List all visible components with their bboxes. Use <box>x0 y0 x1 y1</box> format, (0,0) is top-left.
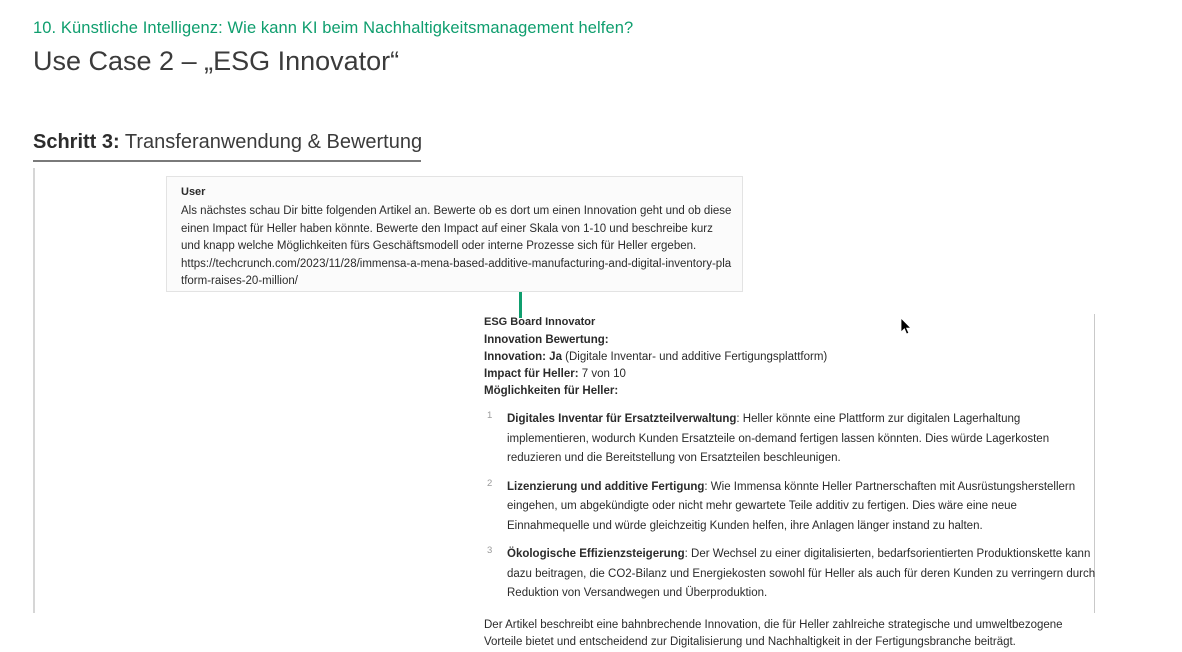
list-item-title: Ökologische Effizienzsteigerung <box>507 548 685 560</box>
list-item-number: 3 <box>487 545 493 556</box>
assistant-heading-text: Innovation Bewertung: <box>484 334 609 346</box>
assistant-field-impact <box>484 366 1084 383</box>
step-label: Schritt 3: <box>33 131 120 153</box>
assistant-heading <box>484 332 1084 349</box>
timeline-connector-accent <box>519 292 522 318</box>
step-underline <box>33 160 421 162</box>
timeline-connector-left <box>33 168 35 613</box>
assistant-closing-text: Der Artikel beschreibt eine bahnbrechende Innovation, die für Heller zahlreiche strategische und umweltbezogene Vorteile bietet und entscheidend zur Digitalisierung und Nachhaltigkeit in der Fertigungsbranche beiträgt. <box>484 618 1063 648</box>
list-item-body: : Wie Immensa könnte Heller Partnerschaften mit Ausrüstungsherstellern eingehen, um abgekündigte oder nicht mehr gewartete Teile additiv zu fertigen. Dies wäre eine neue Einnahmequelle und würde gleichzeitig Kunden helfen, ihre Anlagen länger instand zu halten. <box>507 480 1076 532</box>
list-item <box>484 477 1096 536</box>
user-message-text: Als nächstes schau Dir bitte folgenden Artikel an. Bewerte ob es dort um einen Innovation geht und ob diese einen Impact für Heller haben könnte. Bewerte den Impact auf einer Skala von 1-10 und beschreibe kurz und knapp welche Möglichkeiten fürs Geschäftsmodell oder interne Prozesse sich für Heller ergeben. <box>181 205 732 252</box>
assistant-answer <box>484 316 1096 652</box>
list-item <box>484 544 1096 603</box>
assistant-field-innovation-detail: (Digitale Inventar- und additive Fertigungsplattform) <box>561 351 828 363</box>
step-heading <box>33 131 422 154</box>
assistant-field-innovation-label: Innovation: <box>484 351 546 363</box>
list-item-text <box>507 413 1049 464</box>
assistant-list-heading <box>484 383 1084 400</box>
list-item <box>484 409 1096 468</box>
list-item-number: 2 <box>487 477 493 489</box>
step-text: Transferanwendung & Bewertung <box>119 131 423 153</box>
page-title: Use Case 2 – „ESG Innovator“ <box>33 46 400 76</box>
user-message-link[interactable]: https://techcrunch.com/2023/11/28/immensa-a-mena-based-additive-manufacturing-and-digital-inventory-platform-raises-20-million/ <box>181 257 732 287</box>
user-message-body <box>181 203 733 291</box>
slide-eyebrow: 10. Künstliche Intelligenz: Wie kann KI beim Nachhaltigkeitsmanagement helfen? <box>33 19 634 37</box>
assistant-field-innovation <box>484 349 1084 366</box>
assistant-field-innovation-value: Ja <box>549 351 562 363</box>
assistant-list-heading-text: Möglichkeiten für Heller: <box>484 385 619 397</box>
list-item-text <box>507 548 1095 599</box>
list-item-number: 1 <box>487 410 493 421</box>
assistant-role-label: ESG Board Innovator <box>484 316 596 328</box>
list-item-text <box>507 481 1075 532</box>
list-item-title: Digitales Inventar für Ersatzteilverwaltung <box>507 413 737 425</box>
list-item-title: Lizenzierung und additive Fertigung <box>507 480 705 493</box>
list-item-body: : Heller könnte eine Plattform zur digitalen Lagerhaltung implementieren, wodurch Kunden Ersatzteile on-demand fertigen lassen könnten. Dies würde Lagerkosten reduzieren und die Bereitstellung von Ersatzteilen beschleunigen. <box>507 413 1050 464</box>
assistant-field-impact-label: Impact für Heller: <box>484 368 579 380</box>
user-message-card <box>166 176 743 292</box>
list-item-body: : Der Wechsel zu einer digitalisierten, bedarfsorientierten Produktionskette kann dazu beitragen, die CO2-Bilanz und Energiekosten sowohl für Heller als auch für deren Kunden zu verringern durch Reduktion von Versandwegen und Überproduktion. <box>507 548 1096 599</box>
assistant-field-impact-value: 7 von 10 <box>581 368 626 380</box>
user-role-label: User <box>181 186 206 198</box>
